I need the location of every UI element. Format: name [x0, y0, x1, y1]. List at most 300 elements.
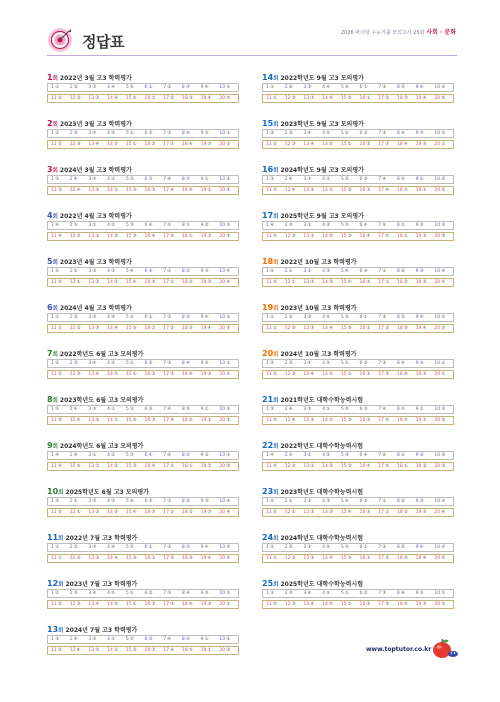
answer-row: [47, 140, 239, 149]
answer-row: [262, 221, 454, 230]
answer-mark: ①: [167, 269, 172, 274]
question-number: 11: [266, 418, 272, 423]
answer-row: [262, 232, 454, 241]
answer-mark: ④: [422, 556, 427, 561]
answer-cell: [145, 326, 164, 331]
answer-mark: ②: [170, 326, 175, 331]
answer-cell: [397, 499, 416, 504]
answer-mark: ⑤: [167, 223, 172, 228]
question-number: 18: [181, 142, 188, 147]
answer-cell: [201, 510, 220, 515]
answer-cell: [219, 637, 238, 642]
answer-cell: [266, 177, 285, 182]
question-number: 14: [107, 372, 113, 377]
answer-cell: [284, 361, 307, 366]
answer-cell: [70, 510, 89, 515]
question-number: 13: [88, 464, 95, 469]
question-number: 16: [359, 556, 366, 561]
answer-cell: [51, 234, 70, 239]
answer-mark: ④: [95, 602, 100, 607]
answer-cell: [378, 188, 397, 193]
question-number: 3: [88, 637, 92, 642]
question-number: 10: [219, 499, 226, 504]
answer-mark: ②: [54, 361, 60, 366]
question-number: 10: [434, 499, 441, 504]
answer-cell: [284, 591, 307, 596]
exam-title: [47, 164, 239, 175]
answer-cell: [107, 637, 126, 642]
answer-cell: [88, 315, 107, 320]
answer-row: [47, 370, 239, 379]
question-number: 18: [181, 418, 188, 423]
answer-cell: [322, 234, 341, 239]
answer-mark: ①: [76, 280, 81, 285]
question-number: 2: [69, 85, 73, 90]
answer-mark: ②: [347, 188, 352, 193]
answer-cell: [88, 556, 107, 561]
answer-mark: ⑤: [226, 96, 231, 101]
exam-title-text: 2022년 10월 고3 학력평가: [280, 259, 357, 266]
exam-title-text: 2022학년도 대학수학능력시험: [280, 443, 364, 450]
exam-title: [262, 578, 454, 589]
question-number: 5: [125, 269, 129, 274]
exam-block: [262, 164, 454, 210]
answer-mark: ⑤: [132, 96, 137, 101]
answer-mark: ①: [291, 280, 296, 285]
answer-cell: [201, 131, 220, 136]
answer-mark: ②: [328, 234, 334, 239]
exam-title: [47, 348, 239, 359]
answer-cell: [69, 315, 92, 320]
answer-mark: ①: [269, 315, 275, 320]
question-number: 5: [340, 223, 344, 228]
answer-mark: ①: [291, 510, 296, 515]
answer-mark: ④: [326, 315, 331, 320]
exam-number: 19: [262, 303, 274, 312]
exam-number: 9: [47, 441, 53, 450]
answer-mark: ②: [385, 326, 390, 331]
question-number: 3: [88, 591, 92, 596]
answer-cell: [88, 188, 107, 193]
answer-cell: [163, 637, 182, 642]
answer-cell: [107, 234, 126, 239]
answer-cell: [378, 315, 397, 320]
question-number: 20: [434, 142, 441, 147]
answer-cell: [359, 591, 382, 596]
question-number: 20: [219, 418, 226, 423]
question-number: 9: [415, 545, 419, 550]
answer-mark: ②: [328, 464, 334, 469]
answer-cell: [397, 464, 416, 469]
exam-number-suffix: 회: [52, 352, 58, 358]
answer-mark: ④: [151, 464, 156, 469]
answer-mark: ⑤: [111, 591, 116, 596]
answer-cell: [397, 453, 416, 458]
exam-title-text: 2024년 7월 고3 학력평가: [65, 627, 138, 634]
answer-cell: [397, 372, 416, 377]
answer-cell: [51, 85, 70, 90]
question-number: 16: [144, 326, 151, 331]
question-number: 3: [303, 177, 307, 182]
answer-cell: [285, 556, 304, 561]
answer-cell: [51, 648, 70, 653]
question-number: 17: [378, 602, 385, 607]
answer-cell: [145, 280, 164, 285]
exam-title-text: 2023학년도 6월 고3 모의평가: [59, 397, 144, 404]
question-number: 1: [51, 499, 54, 504]
answer-mark: ②: [226, 418, 231, 423]
answer-mark: ④: [57, 464, 62, 469]
answer-cell: [416, 361, 435, 366]
answer-cell: [219, 131, 238, 136]
answer-mark: ②: [73, 85, 78, 90]
exam-title-text: 2024년 3월 고3 학력평가: [59, 167, 132, 174]
answer-mark: ②: [382, 85, 387, 90]
answer-mark: ①: [54, 85, 60, 90]
question-number: 2: [69, 269, 73, 274]
question-number: 17: [163, 142, 170, 147]
answer-cell: [341, 131, 360, 136]
answer-mark: ②: [288, 85, 293, 90]
question-number: 18: [181, 234, 188, 239]
question-number: 8: [181, 177, 185, 182]
question-number: 20: [219, 142, 226, 147]
answer-cell: [182, 372, 201, 377]
answer-mark: ①: [344, 591, 349, 596]
answer-cell: [378, 407, 397, 412]
answer-cell: [434, 142, 453, 147]
question-number: 20: [219, 188, 226, 193]
answer-mark: ⑤: [385, 464, 390, 469]
answer-cell: [51, 188, 70, 193]
exam-title: [262, 532, 454, 543]
answer-cell: [88, 142, 107, 147]
answer-mark: ④: [366, 234, 371, 239]
answer-cell: [182, 418, 201, 423]
question-number: 4: [107, 131, 111, 136]
question-number: 8: [396, 591, 400, 596]
answer-mark: ②: [76, 556, 81, 561]
answer-mark: ①: [207, 188, 212, 193]
question-number: 3: [303, 85, 307, 90]
answer-cell: [397, 602, 416, 607]
answer-cell: [182, 188, 201, 193]
answer-mark: ④: [73, 177, 78, 182]
question-number: 8: [181, 269, 185, 274]
answer-cell: [126, 556, 145, 561]
answer-cell: [416, 591, 435, 596]
answer-mark: ①: [57, 96, 62, 101]
answer-mark: ④: [76, 188, 81, 193]
answer-cell: [285, 372, 304, 377]
answer-mark: ③: [291, 602, 296, 607]
answer-cell: [69, 223, 92, 228]
answer-mark: ④: [167, 637, 172, 642]
answer-cell: [219, 602, 238, 607]
exam-block: [47, 302, 239, 348]
question-number: 7: [163, 591, 167, 596]
answer-mark: ③: [188, 96, 193, 101]
answer-mark: ⑤: [204, 131, 209, 136]
answer-mark: ③: [188, 556, 193, 561]
answer-cell: [397, 131, 416, 136]
question-number: 13: [88, 326, 95, 331]
exam-number-suffix: 회: [52, 122, 58, 128]
answer-mark: ③: [132, 234, 137, 239]
answer-cell: [416, 177, 435, 182]
answer-row: [47, 83, 239, 92]
answer-cell: [51, 499, 70, 504]
answer-cell: [126, 131, 145, 136]
exam-title-text: 2022년 3월 고3 학력평가: [59, 75, 132, 82]
exam-number-suffix: 회: [273, 352, 279, 358]
answer-mark: ⑤: [400, 407, 405, 412]
answer-mark: ③: [73, 131, 78, 136]
answer-mark: ①: [419, 177, 424, 182]
answer-cell: [434, 85, 453, 90]
answer-cell: [360, 418, 379, 423]
question-number: 5: [125, 315, 129, 320]
question-number: 13: [88, 142, 95, 147]
exam-number: 7: [47, 349, 53, 358]
apple-mascot-icon: [431, 637, 459, 659]
answer-mark: ②: [344, 407, 349, 412]
answer-mark: ③: [185, 85, 190, 90]
question-number: 1: [51, 131, 54, 136]
question-number: 11: [51, 326, 57, 331]
answer-mark: ①: [382, 499, 387, 504]
answer-cell: [182, 280, 201, 285]
answer-mark: ②: [207, 234, 212, 239]
answer-cell: [284, 407, 307, 412]
answer-mark: ③: [111, 269, 116, 274]
exam-block: [262, 118, 454, 164]
question-number: 12: [284, 188, 291, 193]
exam-number: 4: [47, 211, 53, 220]
answer-cell: [69, 177, 92, 182]
answer-cell: [341, 142, 360, 147]
answer-cell: [322, 499, 341, 504]
answer-mark: ①: [363, 85, 368, 90]
answer-mark: ②: [363, 131, 368, 136]
answer-cell: [434, 407, 453, 412]
answer-mark: ③: [422, 510, 427, 515]
answer-cell: [219, 453, 238, 458]
question-number: 7: [163, 453, 167, 458]
question-number: 18: [396, 326, 403, 331]
question-number: 8: [396, 85, 400, 90]
answer-cell: [434, 556, 453, 561]
answer-mark: ①: [344, 131, 349, 136]
answer-cell: [359, 85, 382, 90]
question-number: 7: [378, 131, 382, 136]
answer-cell: [434, 372, 453, 377]
answer-cell: [163, 223, 182, 228]
answer-mark: ②: [441, 407, 446, 412]
question-number: 9: [200, 315, 204, 320]
exam-number: 6: [47, 303, 53, 312]
question-number: 16: [144, 96, 151, 101]
answer-cell: [201, 637, 220, 642]
answer-mark: ③: [291, 142, 296, 147]
exam-number: 23: [262, 487, 274, 496]
question-number: 2: [284, 131, 288, 136]
answer-mark: ⑤: [422, 602, 427, 607]
question-number: 18: [181, 464, 188, 469]
answer-cell: [360, 602, 379, 607]
answer-cell: [70, 96, 89, 101]
question-number: 4: [107, 545, 111, 550]
answer-cell: [303, 510, 322, 515]
exam-block: [47, 394, 239, 440]
answer-cell: [434, 464, 453, 469]
question-number: 1: [51, 269, 54, 274]
answer-row: [47, 278, 239, 287]
answer-cell: [341, 280, 360, 285]
answer-cell: [145, 372, 164, 377]
question-number: 2: [284, 85, 288, 90]
right-column: [262, 72, 454, 624]
answer-mark: ①: [113, 188, 119, 193]
question-number: 4: [322, 499, 326, 504]
answer-mark: ①: [226, 131, 231, 136]
answer-mark: ②: [95, 280, 100, 285]
answer-cell: [201, 372, 220, 377]
exam-block: [262, 440, 454, 486]
question-number: 13: [88, 556, 95, 561]
exam-number: 11: [47, 533, 59, 542]
exam-number: 5: [47, 257, 53, 266]
answer-cell: [201, 315, 220, 320]
answer-mark: ③: [307, 545, 312, 550]
answer-cell: [397, 315, 416, 320]
answer-cell: [341, 453, 360, 458]
answer-mark: ⑤: [328, 372, 334, 377]
question-number: 13: [303, 280, 310, 285]
answer-mark: ⑤: [207, 372, 212, 377]
question-number: 1: [266, 269, 269, 274]
answer-mark: ④: [170, 418, 175, 423]
answer-mark: ①: [226, 591, 231, 596]
answer-mark: ①: [441, 131, 446, 136]
exam-title: [262, 210, 454, 221]
question-number: 5: [340, 315, 344, 320]
exam-title-text: 2025학년도 6월 고3 모의평가: [65, 489, 149, 496]
answer-cell: [88, 177, 107, 182]
answer-mark: ④: [185, 591, 190, 596]
answer-cell: [219, 407, 238, 412]
answer-mark: ③: [226, 223, 231, 228]
answer-mark: ④: [170, 648, 175, 653]
answer-cell: [341, 464, 360, 469]
answer-cell: [434, 326, 453, 331]
answer-mark: ①: [363, 545, 368, 550]
answer-cell: [266, 499, 285, 504]
exam-title-text: 2022년 7월 고3 학력평가: [65, 535, 138, 542]
answer-cell: [107, 142, 126, 147]
answer-cell: [341, 372, 360, 377]
question-number: 7: [163, 131, 167, 136]
answer-cell: [107, 499, 126, 504]
question-number: 16: [359, 188, 366, 193]
exam-block: [262, 486, 454, 532]
answer-mark: ④: [148, 223, 153, 228]
answer-mark: ⑤: [226, 315, 231, 320]
answer-mark: ④: [188, 142, 193, 147]
question-number: 17: [163, 510, 170, 515]
question-number: 1: [51, 315, 54, 320]
answer-cell: [70, 648, 89, 653]
question-number: 14: [107, 556, 113, 561]
answer-cell: [182, 648, 201, 653]
question-number: 17: [378, 372, 385, 377]
answer-row: [262, 94, 454, 103]
answer-mark: ④: [363, 223, 368, 228]
question-number: 9: [415, 453, 419, 458]
answer-mark: ⑤: [113, 602, 119, 607]
answer-cell: [145, 418, 164, 423]
exam-title-text: 2021학년도 대학수학능력시험: [280, 397, 364, 404]
exam-block: [262, 394, 454, 440]
answer-cell: [107, 464, 126, 469]
question-number: 13: [88, 648, 95, 653]
answer-cell: [266, 269, 285, 274]
question-number: 6: [359, 499, 363, 504]
question-number: 7: [163, 85, 167, 90]
answer-row: [262, 543, 454, 552]
answer-cell: [219, 510, 238, 515]
answer-mark: ⑤: [441, 85, 446, 90]
answer-mark: ④: [76, 418, 81, 423]
answer-cell: [303, 177, 322, 182]
exam-title: [47, 72, 239, 83]
answer-mark: ④: [347, 510, 352, 515]
answer-cell: [266, 407, 285, 412]
answer-mark: ⑤: [148, 269, 153, 274]
question-number: 17: [163, 602, 170, 607]
question-number: 3: [303, 315, 307, 320]
answer-cell: [284, 223, 307, 228]
answer-cell: [88, 499, 107, 504]
answer-cell: [434, 591, 453, 596]
exam-block: [47, 72, 239, 118]
question-number: 11: [51, 602, 57, 607]
page-title: 정답표: [82, 33, 124, 51]
answer-cell: [201, 499, 220, 504]
answer-cell: [126, 280, 145, 285]
answer-mark: ①: [385, 280, 390, 285]
answer-mark: ③: [148, 637, 153, 642]
question-number: 17: [163, 96, 170, 101]
question-number: 12: [284, 372, 291, 377]
answer-mark: ①: [441, 372, 446, 377]
answer-mark: ③: [366, 418, 371, 423]
answer-cell: [303, 188, 322, 193]
question-number: 15: [125, 648, 132, 653]
question-number: 9: [200, 499, 204, 504]
answer-mark: ①: [111, 637, 116, 642]
answer-row: [262, 508, 454, 517]
answer-mark: ⑤: [226, 556, 231, 561]
question-number: 9: [415, 407, 419, 412]
answer-cell: [201, 556, 220, 561]
question-number: 13: [88, 96, 95, 101]
question-number: 15: [125, 188, 132, 193]
question-number: 16: [359, 142, 366, 147]
question-number: 13: [88, 510, 95, 515]
answer-mark: ⑤: [185, 637, 190, 642]
answer-cell: [219, 234, 238, 239]
